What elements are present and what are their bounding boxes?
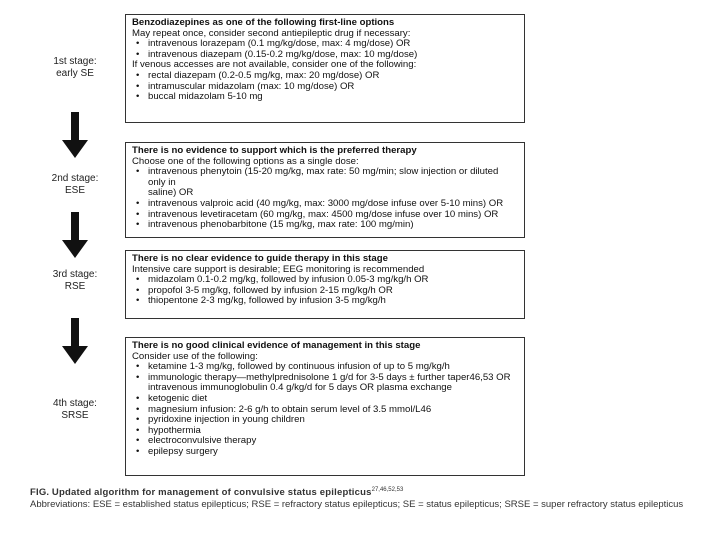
stage-1-line-3: If venous accesses are not available, consider one of the following: <box>132 59 417 71</box>
stage-4-line-7: • hypothermia <box>148 426 518 437</box>
stage-3-list <box>148 275 518 307</box>
stage-1-line-0: May repeat once, consider second antiepileptic drug if necessary: <box>132 27 411 39</box>
stage-label-2 <box>28 173 122 197</box>
stage-2-line-1: • intravenous phenytoin (15-20 mg/kg, max rate: 50 mg/min; slow injection or diluted only in <box>148 167 518 188</box>
stage-box-3 <box>125 250 525 319</box>
stage-box-1 <box>125 14 525 123</box>
stage-3-line-0: Intensive care support is desirable; EEG monitoring is recommended <box>132 263 425 275</box>
stage-2-line-3: • intravenous valproic acid (40 mg/kg, max: 3000 mg/dose infuse over 5-10 mins) OR <box>148 199 518 210</box>
stage-box-2 <box>125 142 525 238</box>
stage-4-list <box>148 362 518 457</box>
stage-2-list <box>148 167 518 231</box>
stage-4-line-3: intravenous immunoglobulin 0.4 g/kg/d for 5 days OR plasma exchange <box>148 382 452 394</box>
stage-3-label-line2: RSE <box>64 281 86 292</box>
stage-1-line-5: • intramuscular midazolam (max: 10 mg/dose) OR <box>148 82 518 93</box>
stage-4-line-8: • electroconvulsive therapy <box>148 436 518 447</box>
stage-4-line-6: • pyridoxine injection in young children <box>148 415 518 426</box>
figure-caption <box>30 487 690 511</box>
down-arrow-icon-1 <box>60 112 90 158</box>
stage-3-line-2: • propofol 3-5 mg/kg, followed by infusion 2-15 mg/kg/h OR <box>148 286 518 297</box>
stage-2-line-5: • intravenous phenobarbitone (15 mg/kg, max rate: 100 mg/min) <box>148 220 518 231</box>
stage-4-label-line2: SRSE <box>61 410 89 421</box>
down-arrow-icon-2 <box>60 212 90 258</box>
stage-1-label-line2: early SE <box>56 68 94 79</box>
stage-1-line-1: • intravenous lorazepam (0.1 mg/kg/dose, max: 4 mg/dose) OR <box>148 39 518 50</box>
stage-1-title: Benzodiazepines as one of the following first-line options <box>132 17 395 28</box>
stage-label-3 <box>28 269 122 293</box>
stage-4-title: There is no good clinical evidence of management in this stage <box>132 340 421 351</box>
caption-fig-label: FIG. <box>30 487 50 498</box>
stage-1-list-b <box>148 71 518 103</box>
stage-4-label-line1: 4th stage: <box>53 398 97 409</box>
caption-abbreviations: Abbreviations: ESE = established status epilepticus; RSE = refractory status epilepticus; SE = status epilepticus; SRSE = super refractory status epilepticus <box>30 499 684 510</box>
stage-3-line-1: • midazolam 0.1-0.2 mg/kg, followed by infusion 0.05-3 mg/kg/h OR <box>148 275 518 286</box>
stage-1-line-4: • rectal diazepam (0.2-0.5 mg/kg, max: 20 mg/dose) OR <box>148 71 518 82</box>
stage-4-line-0: Consider use of the following: <box>132 350 258 362</box>
stage-2-title: There is no evidence to support which is the preferred therapy <box>132 145 417 156</box>
stage-3-title: There is no clear evidence to guide therapy in this stage <box>132 253 388 264</box>
stage-4-line-9: • epilepsy surgery <box>148 447 518 458</box>
stage-3-line-3: • thiopentone 2-3 mg/kg, followed by infusion 3-5 mg/kg/h <box>148 296 518 307</box>
stage-2-label-line1: 2nd stage: <box>51 173 99 184</box>
caption-fig-title: Updated algorithm for management of convulsive status epilepticus <box>51 487 372 498</box>
stage-1-label-line1: 1st stage: <box>53 56 97 67</box>
caption-fig-refs: 27,46,52,53 <box>371 486 404 493</box>
down-arrow-icon-3 <box>60 318 90 364</box>
stage-4-line-2: • immunologic therapy—methylprednisolone 1 g/d for 3-5 days ± further taper46,53 OR <box>148 373 518 384</box>
stage-2-line-4: • intravenous levetiracetam (60 mg/kg, max: 4500 mg/dose infuse over 10 mins) OR <box>148 210 518 221</box>
stage-2-line-0: Choose one of the following options as a single dose: <box>132 155 359 167</box>
caption-title-line <box>30 487 690 499</box>
stage-2-label-line2: ESE <box>64 185 85 196</box>
stage-box-4 <box>125 337 525 476</box>
stage-3-label-line1: 3rd stage: <box>52 269 98 280</box>
stage-1-line-6: • buccal midazolam 5-10 mg <box>148 92 518 103</box>
stage-label-1 <box>28 56 122 80</box>
stage-4-line-4: • ketogenic diet <box>148 394 518 405</box>
stage-1-list-a <box>148 39 518 60</box>
stage-label-4 <box>28 398 122 422</box>
stage-1-line-2: • intravenous diazepam (0.15-0.2 mg/kg/dose, max: 10 mg/dose) <box>148 50 518 61</box>
stage-4-line-1: • ketamine 1-3 mg/kg, followed by continuous infusion of up to 5 mg/kg/h <box>148 362 518 373</box>
stage-4-line-5: • magnesium infusion: 2-6 g/h to obtain serum level of 3.5 mmol/L46 <box>148 405 518 416</box>
stage-2-line-2: saline) OR <box>148 187 194 199</box>
